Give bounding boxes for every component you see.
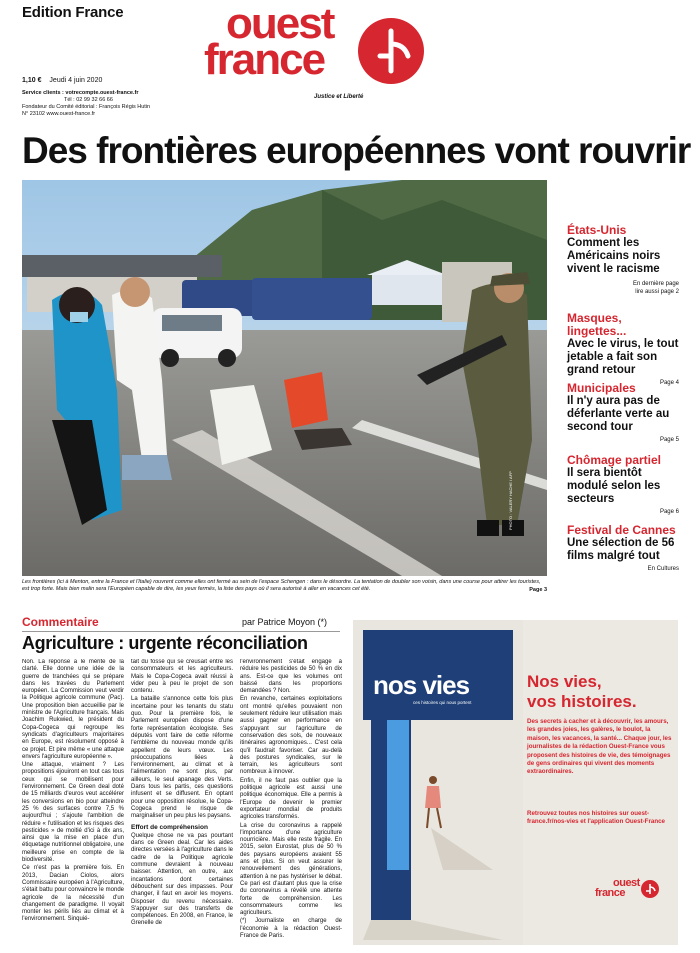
teaser-title: Avec le virus, le tout jetable a fait son grand retour bbox=[567, 338, 679, 376]
paragraph: l'environnement s'était engagé à réduire les pesticides de 50 % en dix ans. Est-ce que les volumes ont baissé dans les proportions demandées ? Non. bbox=[240, 659, 342, 695]
teaser-title: Une sélection de 56 films malgré tout bbox=[567, 537, 675, 562]
sidebar-teaser-chomage[interactable] bbox=[567, 454, 679, 516]
caption-text: Les frontières (ici à Menton, entre la France et l'Italie) rouvrent comme elles ont fermé au sein de l'espace Schengen : dans le désordre. La tentation de doubler son voisin, dans une course pour attirer les touristes, est trop forte. Mais bien malin sera l'Européen capable de dire, les yeux fermés, la liste des pays où il sera autorisé à aller en vacances cet été. bbox=[22, 579, 541, 592]
paragraph: Quelque chose ne va pas pourtant dans ce Green deal. Car les aides directes versées à l'agriculture dans le cadre de la Politique agricole commune devraient à nouveau baisser. Attention, en outre, aux incantations dont certaines débouchent sur des impasses. Pour changer, il faut en avoir les moyens. Disposer du revenu nécessaire. S'appuyer sur des transferts de compétences. En 2008, en France, le Grenelle de bbox=[131, 832, 233, 927]
logo-disc-icon bbox=[358, 18, 424, 84]
commentary-label: Commentaire bbox=[22, 615, 99, 629]
founder: Fondateur du Comité éditorial : François Régis Hutin bbox=[22, 104, 151, 110]
photo-credit: PHOTO : VALERY HACHE / AFP bbox=[508, 471, 513, 530]
ad-brand: nos vies bbox=[373, 670, 470, 700]
price: 1,10 € bbox=[22, 77, 42, 84]
logo-word-france: france bbox=[204, 35, 325, 84]
border-checkpoint-illustration bbox=[22, 180, 547, 576]
ad-title bbox=[527, 672, 637, 712]
ad-title-line-1: Nos vies, bbox=[527, 672, 602, 691]
service-clients: Service clients : votrecompte.ouest-france.fr bbox=[22, 90, 139, 96]
sidebar-teaser-masques[interactable] bbox=[567, 312, 679, 387]
teaser-kicker: Municipales bbox=[567, 381, 636, 395]
paragraph: En revanche, certaines exploitations ont montré qu'elles pouvaient non seulement réduire leur utilisation mais aussi gagner en performance en s'appuyant sur l'agriculture de conservation des sols, de nouveaux itinéraires agronomiques... C'est cela qu'il faudrait favoriser. Car au-delà des postures syndicales, sur le terrain, les agriculteurs sont nombreux à innover. bbox=[240, 696, 342, 776]
paragraph: La crise du coronavirus a rappelé l'importance d'une agriculture nourricière. Mais elle reste fragile. En 2015, selon Eurostat, plus de 50 % des paysans européens avaient 55 ans et plus. Si on veut assurer le renouvellement des générations, attention à ne pas hystériser le débat. Ce pari est d'autant plus que la crise du coronavirus a révélé une attente forte de compréhension. Les consommateurs comme les agriculteurs. bbox=[240, 822, 342, 917]
subheading: Effort de compréhension bbox=[131, 823, 208, 831]
teaser-page-ref-2: lire aussi page 2 bbox=[635, 289, 679, 295]
teaser-kicker: Chômage partiel bbox=[567, 453, 662, 467]
edition-label: Edition France bbox=[22, 4, 124, 21]
ad-illustration bbox=[353, 620, 523, 945]
lead-headline[interactable]: Des frontières européennes vont rouvrir bbox=[22, 130, 691, 171]
article-column-1 bbox=[22, 659, 124, 925]
teaser-page-ref: Page 6 bbox=[659, 509, 679, 515]
teaser-page-ref: En dernière page bbox=[632, 281, 679, 287]
teaser-page-ref: Page 4 bbox=[659, 380, 679, 386]
lead-photo-caption bbox=[22, 579, 547, 593]
lead-page-ref[interactable]: Page 3 bbox=[529, 587, 547, 593]
masthead-tagline: Justice et Liberté bbox=[314, 94, 364, 100]
lead-photo[interactable] bbox=[22, 180, 547, 576]
ad-title-line-2: vos histoires. bbox=[527, 692, 637, 711]
commentary-title[interactable]: Agriculture : urgente réconciliation bbox=[22, 633, 308, 653]
sidebar-teaser-cannes[interactable] bbox=[567, 524, 679, 573]
phone: Tél : 02 99 32 66 66 bbox=[64, 97, 113, 103]
ad-body-text: Des secrets à cacher et à découvrir, les amours, les grandes joies, les galères, le boulot, la maison, les vacances, la santé... Chaque jour, les journalistes de la rédaction Ouest-France vous proposent des histoires de vie, des témoignages de gens ordinaires qui vivent des moments extraordinaires. bbox=[527, 718, 672, 776]
logo-word-ouest: ouest bbox=[226, 0, 334, 48]
footnote: (*) Journaliste en charge de l'économie à la rédaction Ouest-France de Paris. bbox=[240, 918, 342, 939]
issue-date: Jeudi 4 juin 2020 bbox=[49, 77, 103, 84]
ad-logo-word-ouest: ouest bbox=[613, 877, 640, 889]
paragraph: tait du fossé qui se creusait entre les consommateurs et les agriculteurs. Mais le Copa-Cogeca avait réussi à vider peu à peu le projet de son contenu. bbox=[131, 659, 233, 695]
ad-text-panel bbox=[527, 620, 678, 945]
ad-call-to-action[interactable]: Retrouvez toutes nos histoires sur ouest-france.fr/nos-vies et l'application Ouest-France bbox=[527, 810, 665, 826]
paragraph: Une attaque, vraiment ? Les propositions éjouiront en tout cas tous ceux qui se mobilisent pour l'environnement. Ce Green deal doté de 15 milliards d'euros veut accélérer les conversions en bio pour atteindre 25 % des surfaces contre 7,5 % aujourd'hui ; s'ajoute l'ambition de réduire « l'utilisation et les risques des pesticides » de moitié d'ici à dix ans, ainsi que la mise en place d'un étiquetage nutritionnel obligatoire, une meilleure prise en compte de la biodiversité. bbox=[22, 762, 124, 864]
teaser-title: Il sera bientôt modulé selon les secteurs bbox=[567, 467, 661, 505]
teaser-kicker: Masques, lingettes... bbox=[567, 311, 627, 338]
paragraph: Non. La réponse a le mérite de la clarté. Elle donne une idée de la guerre de tranchées qui se prépare dans les travées du Parlement européen. La Commission veut verdir la Politique agricole commune (Pac). Une proposition bien accueillie par le ministre de l'Agriculture français. Mais Joachim Rukwied, le président du Copa-Cogeca qui regroupe les syndicats d'agriculteurs majoritaires en Europe, est résolument opposé à ce projet. Et pire même « une attaque envers l'agriculture européenne ». bbox=[22, 659, 124, 760]
section-divider bbox=[22, 631, 340, 632]
teaser-title: Comment les Américains noirs vivent le racisme bbox=[567, 237, 661, 275]
teaser-title: Il n'y aura pas de déferlante verte au second tour bbox=[567, 395, 670, 433]
ad-logo-word-france: france bbox=[595, 887, 626, 899]
nos-vies-advertisement[interactable] bbox=[353, 620, 678, 945]
paragraph: La bataille s'annonce cette fois plus incertaine pour les tenants du statu quo. Pour la première fois, le Parlement européen dispose d'une forte représentation écologiste. Ses députés vont faire de cette réforme l'emblème du nouveau monde qu'ils appellent de leurs vœux. Les préoccupations liées à l'environnement, au climat et à l'alimentation ne sont plus, par ailleurs, le seul apanage des Verts. Dans tous les partis, ces questions infusent et se diffusent. En optant pour une opposition résolue, le Copa-Cogeca prend le risque de marginaliser un peu plus les paysans. bbox=[131, 696, 233, 820]
teaser-kicker: États-Unis bbox=[567, 223, 627, 237]
masthead-info bbox=[22, 90, 222, 118]
sidebar-teaser-municipales[interactable] bbox=[567, 382, 679, 444]
ad-brand-subtitle: ces histoires qui nous portent bbox=[413, 700, 472, 705]
commentary-body bbox=[22, 659, 342, 949]
paragraph: Enfin, il ne faut pas oublier que la politique agricole est aussi une politique économique. Elle a permis à l'Europe de devenir le premier exportateur mondial de produits agricoles transformés. bbox=[240, 777, 342, 821]
teaser-kicker: Festival de Cannes bbox=[567, 523, 676, 537]
price-date-line bbox=[22, 77, 102, 84]
article-column-3 bbox=[240, 659, 342, 941]
teaser-page-ref: Page 5 bbox=[659, 437, 679, 443]
ad-logo-disc-icon bbox=[641, 880, 659, 898]
issue-number: N° 23102 www.ouest-france.fr bbox=[22, 111, 96, 117]
article-column-2 bbox=[131, 659, 233, 929]
teaser-page-ref: En Cultures bbox=[647, 566, 679, 572]
paragraph: Ce n'est pas la première fois. En 2013, Dacian Ciolos, alors Commissaire européen à l'Agriculture, s'était battu pour convaincre le monde agricole de la nécessité d'un changement de paradigme. Il voyait monter les périls liés au climat et à l'environnement. Sinquié- bbox=[22, 865, 124, 923]
commentary-byline: par Patrice Moyon (*) bbox=[242, 617, 328, 627]
sidebar-teaser-etats-unis[interactable] bbox=[567, 224, 679, 296]
ad-ouest-france-logo bbox=[595, 878, 671, 902]
ouest-france-logo[interactable] bbox=[204, 0, 424, 90]
